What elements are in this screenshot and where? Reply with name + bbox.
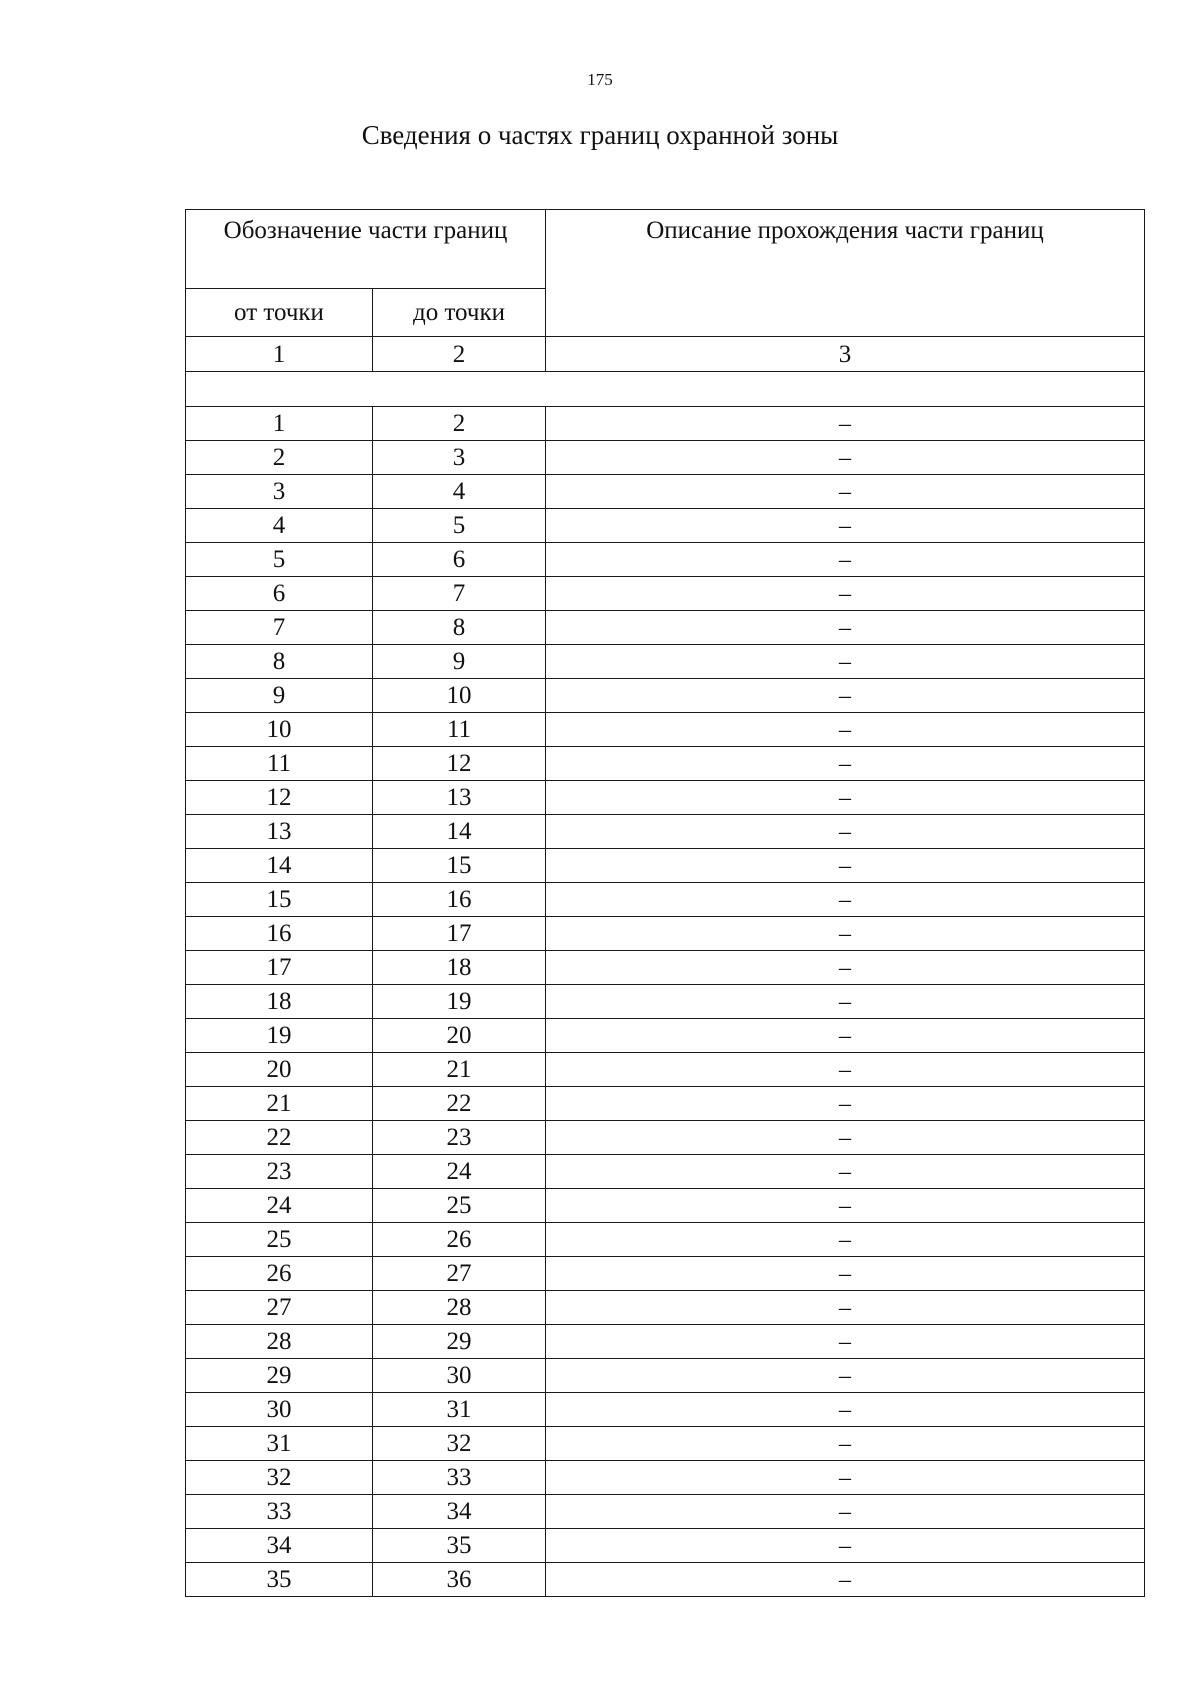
header-boundary-description: Описание прохождения части границ bbox=[546, 210, 1145, 337]
table-row bbox=[186, 1155, 1145, 1189]
description-cell bbox=[546, 1189, 1145, 1223]
from-point-cell: 5 bbox=[186, 543, 373, 577]
table-row bbox=[186, 849, 1145, 883]
to-point-cell: 33 bbox=[373, 1461, 546, 1495]
description-value: – bbox=[839, 1533, 851, 1559]
column-number-3: 3 bbox=[546, 337, 1145, 372]
table-row bbox=[186, 543, 1145, 577]
to-point-cell: 23 bbox=[373, 1121, 546, 1155]
table-row bbox=[186, 1359, 1145, 1393]
from-point-cell: 2 bbox=[186, 441, 373, 475]
description-value: – bbox=[839, 1057, 851, 1083]
to-point-cell: 30 bbox=[373, 1359, 546, 1393]
table-row bbox=[186, 1529, 1145, 1563]
description-value: – bbox=[839, 1499, 851, 1525]
description-value: – bbox=[839, 785, 851, 811]
to-point-cell: 13 bbox=[373, 781, 546, 815]
description-cell bbox=[546, 1529, 1145, 1563]
table-row bbox=[186, 815, 1145, 849]
to-point-cell: 3 bbox=[373, 441, 546, 475]
to-point-cell: 25 bbox=[373, 1189, 546, 1223]
description-value: – bbox=[839, 751, 851, 777]
from-point-cell: 3 bbox=[186, 475, 373, 509]
description-value: – bbox=[839, 1329, 851, 1355]
from-point-cell: 20 bbox=[186, 1053, 373, 1087]
table-row bbox=[186, 475, 1145, 509]
boundary-parts-table-container bbox=[185, 209, 1144, 1597]
to-point-cell: 34 bbox=[373, 1495, 546, 1529]
from-point-cell: 1 bbox=[186, 407, 373, 441]
description-value: – bbox=[839, 683, 851, 709]
from-point-cell: 28 bbox=[186, 1325, 373, 1359]
column-number-row bbox=[186, 337, 1145, 372]
from-point-cell: 22 bbox=[186, 1121, 373, 1155]
to-point-cell: 4 bbox=[373, 475, 546, 509]
description-cell bbox=[546, 1257, 1145, 1291]
to-point-cell: 9 bbox=[373, 645, 546, 679]
description-cell bbox=[546, 1325, 1145, 1359]
description-cell bbox=[546, 441, 1145, 475]
description-value: – bbox=[839, 955, 851, 981]
from-point-cell: 33 bbox=[186, 1495, 373, 1529]
description-value: – bbox=[839, 615, 851, 641]
from-point-cell: 17 bbox=[186, 951, 373, 985]
from-point-cell: 9 bbox=[186, 679, 373, 713]
description-cell bbox=[546, 849, 1145, 883]
description-value: – bbox=[839, 717, 851, 743]
description-cell bbox=[546, 883, 1145, 917]
description-value: – bbox=[839, 1023, 851, 1049]
column-number-2: 2 bbox=[373, 337, 546, 372]
table-row bbox=[186, 747, 1145, 781]
section-label bbox=[186, 372, 1145, 407]
from-point-cell: 18 bbox=[186, 985, 373, 1019]
description-cell bbox=[546, 951, 1145, 985]
description-value: – bbox=[839, 1125, 851, 1151]
from-point-cell: 4 bbox=[186, 509, 373, 543]
description-cell bbox=[546, 1427, 1145, 1461]
table-row bbox=[186, 1053, 1145, 1087]
from-point-cell: 29 bbox=[186, 1359, 373, 1393]
description-cell bbox=[546, 1563, 1145, 1597]
description-value: – bbox=[839, 1567, 851, 1593]
description-cell bbox=[546, 1019, 1145, 1053]
from-point-cell: 35 bbox=[186, 1563, 373, 1597]
table-row bbox=[186, 1563, 1145, 1597]
boundary-parts-table bbox=[185, 209, 1145, 1597]
to-point-cell: 28 bbox=[373, 1291, 546, 1325]
page-title: Сведения о частях границ охранной зоны bbox=[361, 120, 839, 150]
from-point-cell: 24 bbox=[186, 1189, 373, 1223]
to-point-cell: 27 bbox=[373, 1257, 546, 1291]
description-cell bbox=[546, 781, 1145, 815]
to-point-cell: 35 bbox=[373, 1529, 546, 1563]
table-row bbox=[186, 1189, 1145, 1223]
description-cell bbox=[546, 1291, 1145, 1325]
from-point-cell: 26 bbox=[186, 1257, 373, 1291]
from-point-cell: 27 bbox=[186, 1291, 373, 1325]
to-point-cell: 2 bbox=[373, 407, 546, 441]
table-row bbox=[186, 509, 1145, 543]
description-value: – bbox=[839, 887, 851, 913]
from-point-cell: 8 bbox=[186, 645, 373, 679]
to-point-cell: 32 bbox=[373, 1427, 546, 1461]
description-cell bbox=[546, 917, 1145, 951]
from-point-cell: 31 bbox=[186, 1427, 373, 1461]
table-row bbox=[186, 1087, 1145, 1121]
to-point-cell: 6 bbox=[373, 543, 546, 577]
description-value: – bbox=[839, 989, 851, 1015]
from-point-cell: 30 bbox=[186, 1393, 373, 1427]
description-cell bbox=[546, 679, 1145, 713]
to-point-cell: 19 bbox=[373, 985, 546, 1019]
from-point-cell: 12 bbox=[186, 781, 373, 815]
table-row bbox=[186, 645, 1145, 679]
description-value: – bbox=[839, 1363, 851, 1389]
page-number: 175 bbox=[587, 70, 613, 89]
from-point-cell: 6 bbox=[186, 577, 373, 611]
table-row bbox=[186, 1461, 1145, 1495]
to-point-cell: 12 bbox=[373, 747, 546, 781]
description-value: – bbox=[839, 819, 851, 845]
to-point-cell: 10 bbox=[373, 679, 546, 713]
description-value: – bbox=[839, 1261, 851, 1287]
from-point-cell: 11 bbox=[186, 747, 373, 781]
from-point-cell: 10 bbox=[186, 713, 373, 747]
description-value: – bbox=[839, 1193, 851, 1219]
description-value: – bbox=[839, 649, 851, 675]
description-cell bbox=[546, 1155, 1145, 1189]
description-value: – bbox=[839, 1091, 851, 1117]
from-point-cell: 34 bbox=[186, 1529, 373, 1563]
description-cell bbox=[546, 1359, 1145, 1393]
description-value: – bbox=[839, 853, 851, 879]
header-from-point: от точки bbox=[186, 289, 373, 337]
to-point-cell: 22 bbox=[373, 1087, 546, 1121]
description-value: – bbox=[839, 921, 851, 947]
description-cell bbox=[546, 1087, 1145, 1121]
to-point-cell: 11 bbox=[373, 713, 546, 747]
table-row bbox=[186, 1121, 1145, 1155]
to-point-cell: 14 bbox=[373, 815, 546, 849]
from-point-cell: 14 bbox=[186, 849, 373, 883]
description-cell bbox=[546, 543, 1145, 577]
table-row bbox=[186, 1495, 1145, 1529]
description-cell bbox=[546, 1121, 1145, 1155]
description-cell bbox=[546, 747, 1145, 781]
to-point-cell: 17 bbox=[373, 917, 546, 951]
description-value: – bbox=[839, 479, 851, 505]
description-value: – bbox=[839, 1295, 851, 1321]
table-row bbox=[186, 1257, 1145, 1291]
to-point-cell: 18 bbox=[373, 951, 546, 985]
description-cell bbox=[546, 1393, 1145, 1427]
table-row bbox=[186, 407, 1145, 441]
table-row bbox=[186, 917, 1145, 951]
table-row bbox=[186, 951, 1145, 985]
to-point-cell: 5 bbox=[373, 509, 546, 543]
table-row bbox=[186, 1427, 1145, 1461]
to-point-cell: 15 bbox=[373, 849, 546, 883]
table-row bbox=[186, 1393, 1145, 1427]
table-row bbox=[186, 713, 1145, 747]
description-cell bbox=[546, 1223, 1145, 1257]
description-value: – bbox=[839, 1397, 851, 1423]
description-value: – bbox=[839, 1227, 851, 1253]
to-point-cell: 21 bbox=[373, 1053, 546, 1087]
from-point-cell: 13 bbox=[186, 815, 373, 849]
description-cell bbox=[546, 509, 1145, 543]
table-row bbox=[186, 611, 1145, 645]
from-point-cell: 21 bbox=[186, 1087, 373, 1121]
description-cell bbox=[546, 407, 1145, 441]
description-cell bbox=[546, 985, 1145, 1019]
table-row bbox=[186, 1291, 1145, 1325]
table-row bbox=[186, 1223, 1145, 1257]
to-point-cell: 36 bbox=[373, 1563, 546, 1597]
table-row bbox=[186, 1019, 1145, 1053]
description-cell bbox=[546, 1495, 1145, 1529]
description-value: – bbox=[839, 1159, 851, 1185]
table-row bbox=[186, 781, 1145, 815]
header-to-point: до точки bbox=[373, 289, 546, 337]
description-value: – bbox=[839, 411, 851, 437]
description-value: – bbox=[839, 513, 851, 539]
to-point-cell: 26 bbox=[373, 1223, 546, 1257]
to-point-cell: 24 bbox=[373, 1155, 546, 1189]
from-point-cell: 16 bbox=[186, 917, 373, 951]
table-row bbox=[186, 441, 1145, 475]
to-point-cell: 29 bbox=[373, 1325, 546, 1359]
description-cell bbox=[546, 1053, 1145, 1087]
table-row bbox=[186, 679, 1145, 713]
description-value: – bbox=[839, 1465, 851, 1491]
description-value: – bbox=[839, 1431, 851, 1457]
description-cell bbox=[546, 577, 1145, 611]
from-point-cell: 32 bbox=[186, 1461, 373, 1495]
description-cell bbox=[546, 1461, 1145, 1495]
to-point-cell: 7 bbox=[373, 577, 546, 611]
table-row bbox=[186, 577, 1145, 611]
description-cell bbox=[546, 713, 1145, 747]
table-header-row bbox=[186, 210, 1145, 289]
table-row bbox=[186, 1325, 1145, 1359]
from-point-cell: 19 bbox=[186, 1019, 373, 1053]
description-cell bbox=[546, 645, 1145, 679]
description-cell bbox=[546, 475, 1145, 509]
header-boundary-part-designation: Обозначение части границ bbox=[186, 210, 546, 289]
description-value: – bbox=[839, 445, 851, 471]
description-cell bbox=[546, 815, 1145, 849]
from-point-cell: 7 bbox=[186, 611, 373, 645]
column-number-1: 1 bbox=[186, 337, 373, 372]
description-value: – bbox=[839, 547, 851, 573]
table-row bbox=[186, 985, 1145, 1019]
table-row bbox=[186, 883, 1145, 917]
from-point-cell: 23 bbox=[186, 1155, 373, 1189]
description-cell bbox=[546, 611, 1145, 645]
section-row bbox=[186, 372, 1145, 407]
from-point-cell: 15 bbox=[186, 883, 373, 917]
description-value: – bbox=[839, 581, 851, 607]
to-point-cell: 31 bbox=[373, 1393, 546, 1427]
to-point-cell: 16 bbox=[373, 883, 546, 917]
to-point-cell: 8 bbox=[373, 611, 546, 645]
from-point-cell: 25 bbox=[186, 1223, 373, 1257]
to-point-cell: 20 bbox=[373, 1019, 546, 1053]
